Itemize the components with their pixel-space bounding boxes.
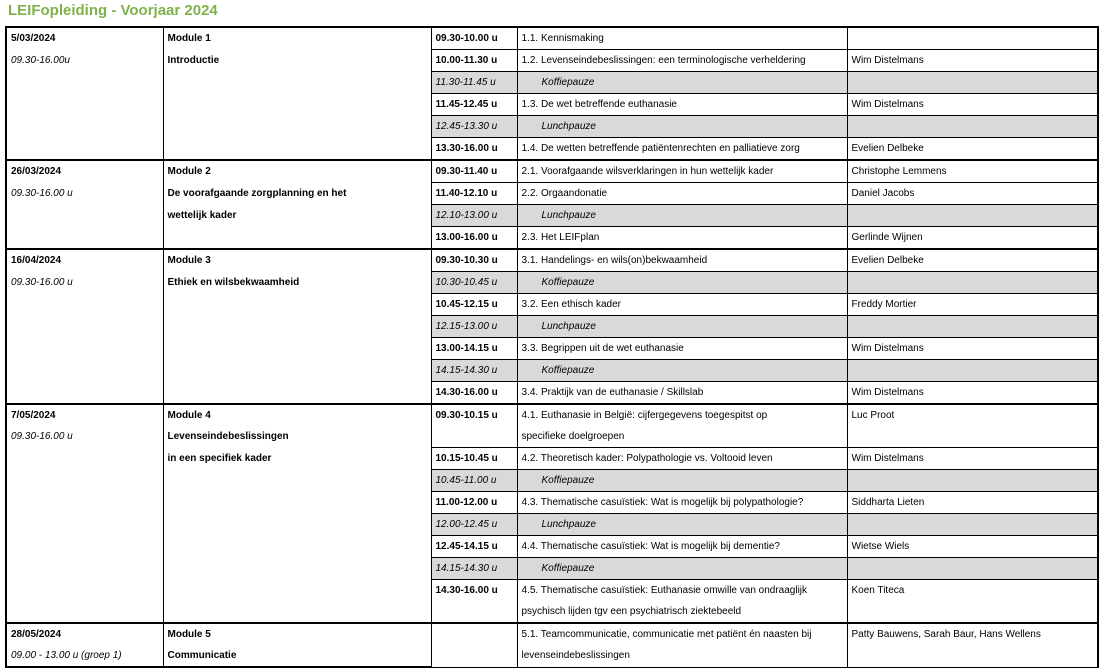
session-topic-text: Koffiepauze — [541, 277, 595, 288]
empty-cell — [163, 94, 431, 116]
schedule-row — [6, 404, 1098, 426]
empty-cell — [163, 492, 431, 514]
schedule-row — [6, 294, 1098, 316]
pause-label — [517, 116, 847, 138]
session-topic-text: Lunchpauze — [541, 121, 596, 132]
session-time: 14.30-16.00 u — [431, 580, 517, 624]
session-topic-text: Lunchpauze — [541, 210, 596, 221]
session-topic — [517, 404, 847, 426]
session-topic-text: 4.4. Thematische casuïstiek: Wat is mogelijk bij dementie? — [521, 541, 780, 552]
schedule-row — [6, 138, 1098, 161]
session-time: 09.30-10.00 u — [431, 27, 517, 50]
session-topic-text: Lunchpauze — [541, 519, 596, 530]
session-topic-text: 3.1. Handelings- en wils(on)bekwaamheid — [521, 255, 708, 266]
schedule-row — [6, 27, 1098, 50]
schedule-row — [6, 116, 1098, 138]
session-speaker — [847, 470, 1098, 492]
module-title-line: De voorafgaande zorgplanning en het — [163, 183, 431, 205]
session-topic — [517, 50, 847, 72]
session-speaker — [847, 272, 1098, 294]
session-topic-text: 3.3. Begrippen uit de wet euthanasie — [521, 343, 684, 354]
session-time: 11.00-12.00 u — [431, 492, 517, 514]
empty-cell — [163, 382, 431, 405]
session-topic-text: Koffiepauze — [541, 475, 595, 486]
empty-cell — [6, 382, 163, 405]
pause-label — [517, 360, 847, 382]
empty-cell — [163, 338, 431, 360]
session-speaker — [847, 360, 1098, 382]
session-topic-continued: specifieke doelgroepen — [517, 426, 847, 448]
session-time: 12.45-13.30 u — [431, 116, 517, 138]
session-topic-continued: psychisch lijden tgv een psychiatrisch ziektebeeld — [517, 601, 847, 623]
module-date: 16/04/2024 — [6, 249, 163, 272]
empty-cell — [6, 470, 163, 492]
empty-cell — [6, 205, 163, 227]
session-time: 13.00-14.15 u — [431, 338, 517, 360]
session-speaker — [847, 27, 1098, 50]
empty-cell — [163, 601, 431, 623]
session-topic-text: Koffiepauze — [541, 77, 595, 88]
schedule-row — [6, 360, 1098, 382]
schedule-row — [6, 448, 1098, 470]
session-time: 09.30-10.30 u — [431, 249, 517, 272]
empty-cell — [163, 72, 431, 94]
empty-cell — [6, 448, 163, 470]
pause-label — [517, 205, 847, 227]
schedule-row — [6, 514, 1098, 536]
session-speaker: Patty Bauwens, Sarah Baur, Hans Wellens — [847, 623, 1098, 667]
session-topic — [517, 227, 847, 250]
empty-cell — [6, 360, 163, 382]
empty-cell — [6, 316, 163, 338]
module-hours: 09.30-16.00 u — [6, 183, 163, 205]
module-title-line: Module 2 — [163, 160, 431, 183]
session-speaker: Christophe Lemmens — [847, 160, 1098, 183]
module-hours: 09.30-16.00 u — [6, 272, 163, 294]
session-time: 14.15-14.30 u — [431, 558, 517, 580]
schedule-table — [5, 26, 1099, 668]
session-topic-text: Lunchpauze — [541, 321, 596, 332]
empty-cell — [6, 580, 163, 602]
empty-cell — [6, 294, 163, 316]
empty-cell — [6, 558, 163, 580]
session-time: 12.45-14.15 u — [431, 536, 517, 558]
session-topic-text: 2.3. Het LEIFplan — [521, 232, 600, 243]
session-topic — [517, 492, 847, 514]
schedule-row — [6, 536, 1098, 558]
pause-label — [517, 558, 847, 580]
session-speaker: Gerlinde Wijnen — [847, 227, 1098, 250]
session-topic-text: 1.1. Kennismaking — [521, 33, 604, 44]
schedule-row — [6, 72, 1098, 94]
session-speaker: Siddharta Lieten — [847, 492, 1098, 514]
module-hours: 09.00 - 13.00 u (groep 1) — [6, 645, 163, 667]
empty-cell — [6, 227, 163, 250]
module-title-line: Communicatie — [163, 645, 431, 667]
empty-cell — [6, 536, 163, 558]
empty-cell — [6, 138, 163, 161]
session-time: 13.00-16.00 u — [431, 227, 517, 250]
session-time: 12.10-13.00 u — [431, 205, 517, 227]
session-topic-text: 2.1. Voorafgaande wilsverklaringen in hun wettelijk kader — [521, 166, 774, 177]
empty-cell — [6, 514, 163, 536]
session-speaker: Wim Distelmans — [847, 382, 1098, 405]
empty-cell — [163, 227, 431, 250]
session-topic — [517, 138, 847, 161]
schedule-row — [6, 558, 1098, 580]
schedule-row — [6, 382, 1098, 405]
session-topic-text: 3.2. Een ethisch kader — [521, 299, 622, 310]
module-hours: 09.30-16.00 u — [6, 426, 163, 448]
session-topic-text: 4.1. Euthanasie in België: cijfergegevens toegespitst op — [521, 410, 768, 421]
session-topic-text: Koffiepauze — [541, 563, 595, 574]
session-topic-continued: levenseindebeslissingen — [517, 645, 847, 667]
session-time: 12.15-13.00 u — [431, 316, 517, 338]
session-topic — [517, 94, 847, 116]
session-topic-text: Koffiepauze — [541, 365, 595, 376]
session-time: 11.40-12.10 u — [431, 183, 517, 205]
session-topic — [517, 623, 847, 645]
session-topic — [517, 536, 847, 558]
page-title: LEIFopleiding - Voorjaar 2024 — [8, 2, 218, 19]
session-topic — [517, 160, 847, 183]
empty-cell — [163, 294, 431, 316]
session-time: 14.30-16.00 u — [431, 382, 517, 405]
session-time: 09.30-10.15 u — [431, 404, 517, 448]
session-speaker: Wim Distelmans — [847, 338, 1098, 360]
session-speaker: Evelien Delbeke — [847, 138, 1098, 161]
module-title-line: in een specifiek kader — [163, 448, 431, 470]
session-topic-text: 2.2. Orgaandonatie — [521, 188, 608, 199]
session-topic-text: 4.5. Thematische casuïstiek: Euthanasie omwille van ondraaglijk — [521, 585, 808, 596]
empty-cell — [163, 580, 431, 602]
session-topic — [517, 580, 847, 602]
session-topic-text: 1.3. De wet betreffende euthanasie — [521, 99, 677, 110]
pause-label — [517, 272, 847, 294]
empty-cell — [163, 514, 431, 536]
empty-cell — [163, 116, 431, 138]
empty-cell — [163, 470, 431, 492]
session-time: 09.30-11.40 u — [431, 160, 517, 183]
session-topic — [517, 27, 847, 50]
module-title-line: Introductie — [163, 50, 431, 72]
schedule-row — [6, 470, 1098, 492]
schedule-row — [6, 492, 1098, 514]
module-title-line: Module 5 — [163, 623, 431, 645]
empty-cell — [6, 116, 163, 138]
module-date: 7/05/2024 — [6, 404, 163, 426]
session-speaker: Daniel Jacobs — [847, 183, 1098, 205]
schedule-row — [6, 272, 1098, 294]
schedule-row — [6, 94, 1098, 116]
session-time: 12.00-12.45 u — [431, 514, 517, 536]
session-speaker — [847, 205, 1098, 227]
session-time: 11.45-12.45 u — [431, 94, 517, 116]
pause-label — [517, 470, 847, 492]
module-date: 5/03/2024 — [6, 27, 163, 50]
module-title-line: Module 3 — [163, 249, 431, 272]
session-speaker: Koen Titeca — [847, 580, 1098, 624]
session-time — [431, 623, 517, 667]
empty-cell — [163, 138, 431, 161]
session-topic-text: 4.3. Thematische casuïstiek: Wat is mogelijk bij polypathologie? — [521, 497, 804, 508]
empty-cell — [163, 536, 431, 558]
session-topic — [517, 183, 847, 205]
session-speaker: Wietse Wiels — [847, 536, 1098, 558]
empty-cell — [6, 338, 163, 360]
schedule-row — [6, 205, 1098, 227]
session-speaker: Wim Distelmans — [847, 94, 1098, 116]
module-title-line: Module 4 — [163, 404, 431, 426]
module-date: 28/05/2024 — [6, 623, 163, 645]
empty-cell — [6, 492, 163, 514]
module-title-line: Levenseindebeslissingen — [163, 426, 431, 448]
schedule-row — [6, 316, 1098, 338]
session-speaker: Freddy Mortier — [847, 294, 1098, 316]
session-topic — [517, 294, 847, 316]
empty-cell — [163, 558, 431, 580]
session-speaker — [847, 72, 1098, 94]
session-topic-text: 4.2. Theoretisch kader: Polypathologie vs. Voltooid leven — [521, 453, 773, 464]
session-speaker — [847, 116, 1098, 138]
session-time: 13.30-16.00 u — [431, 138, 517, 161]
schedule-row — [6, 50, 1098, 72]
schedule-row — [6, 227, 1098, 250]
schedule-row — [6, 580, 1098, 602]
session-time: 11.30-11.45 u — [431, 72, 517, 94]
session-topic-text: 1.2. Levenseindebeslissingen: een terminologische verheldering — [521, 55, 806, 66]
pause-label — [517, 72, 847, 94]
module-hours: 09.30-16.00u — [6, 50, 163, 72]
session-topic-text: 3.4. Praktijk van de euthanasie / Skillslab — [521, 387, 704, 398]
schedule-row — [6, 249, 1098, 272]
session-speaker: Wim Distelmans — [847, 448, 1098, 470]
module-title-line: Ethiek en wilsbekwaamheid — [163, 272, 431, 294]
session-time: 10.00-11.30 u — [431, 50, 517, 72]
session-speaker: Evelien Delbeke — [847, 249, 1098, 272]
session-topic — [517, 382, 847, 405]
session-topic-text: 1.4. De wetten betreffende patiëntenrechten en palliatieve zorg — [521, 143, 800, 154]
session-topic-text: 5.1. Teamcommunicatie, communicatie met patiënt én naasten bij — [521, 629, 812, 640]
module-title-line: wettelijk kader — [163, 205, 431, 227]
session-time: 10.15-10.45 u — [431, 448, 517, 470]
session-time: 10.30-10.45 u — [431, 272, 517, 294]
empty-cell — [163, 316, 431, 338]
empty-cell — [163, 360, 431, 382]
session-speaker: Luc Proot — [847, 404, 1098, 448]
empty-cell — [6, 72, 163, 94]
empty-cell — [6, 601, 163, 623]
schedule-row — [6, 623, 1098, 645]
session-time: 10.45-11.00 u — [431, 470, 517, 492]
session-time: 10.45-12.15 u — [431, 294, 517, 316]
schedule-row — [6, 183, 1098, 205]
module-title-line: Module 1 — [163, 27, 431, 50]
pause-label — [517, 514, 847, 536]
session-time: 14.15-14.30 u — [431, 360, 517, 382]
session-speaker: Wim Distelmans — [847, 50, 1098, 72]
session-speaker — [847, 558, 1098, 580]
session-speaker — [847, 514, 1098, 536]
empty-cell — [6, 94, 163, 116]
module-date: 26/03/2024 — [6, 160, 163, 183]
session-topic — [517, 448, 847, 470]
pause-label — [517, 316, 847, 338]
session-speaker — [847, 316, 1098, 338]
schedule-row — [6, 160, 1098, 183]
schedule-row — [6, 338, 1098, 360]
session-topic — [517, 249, 847, 272]
session-topic — [517, 338, 847, 360]
